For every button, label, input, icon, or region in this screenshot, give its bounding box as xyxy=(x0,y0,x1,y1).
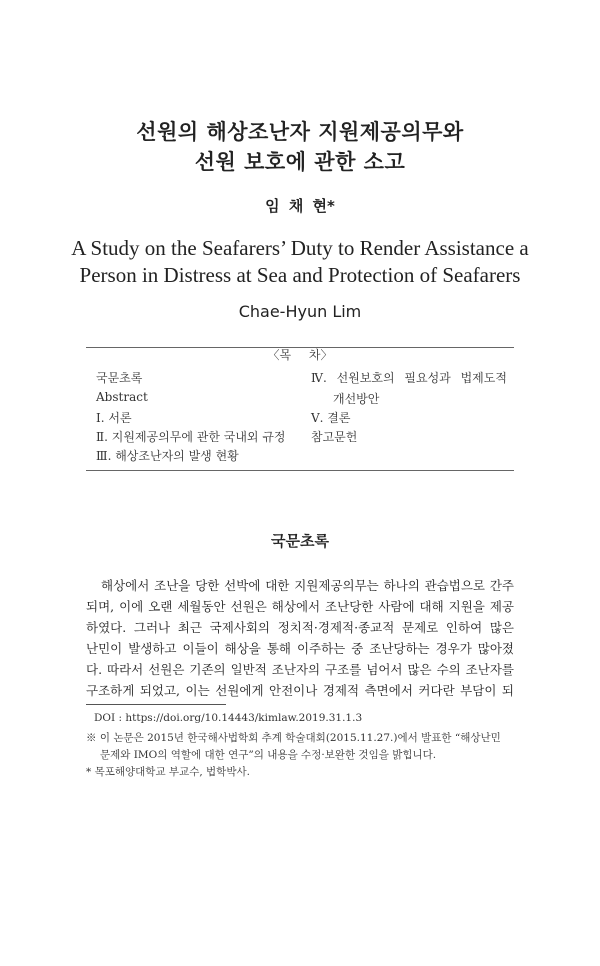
footnote-note2: * 목포해양대학교 부교수, 법학박사. xyxy=(86,766,250,778)
abstract-line: 다. 따라서 선원은 기존의 일반적 조난자의 구조를 넘어서 많은 수의 조난자를 xyxy=(86,662,514,677)
footnote-doi: DOI : https://doi.org/10.14443/kimlaw.2019.31.1.3 xyxy=(94,712,363,724)
title-english-line-2: Person in Distress at Sea and Protection of Seafarers xyxy=(79,263,521,287)
abstract-line: 구조하게 되었고, 이는 선원에게 안전이나 경제적 측면에서 커다란 부담이 되 xyxy=(86,683,514,698)
author-korean: 임 채 현* xyxy=(265,197,335,215)
footnote-divider xyxy=(86,704,226,705)
section-heading-abstract: 국문초록 xyxy=(271,532,329,550)
abstract-line: 난민이 발생하고 이들이 해상을 통해 이주하는 중 조난당하는 경우가 많아졌 xyxy=(86,641,514,656)
author-english: Chae-Hyun Lim xyxy=(238,302,362,321)
abstract-line: 되며, 이에 오랜 세월동안 선원은 해상에서 조난당한 사람에 대해 지원을 제공 xyxy=(86,599,514,614)
title-korean-line-2: 선원 보호에 관한 소고 xyxy=(194,150,406,174)
toc-item: Abstract xyxy=(96,390,148,404)
toc-item: 국문초록 xyxy=(96,371,143,385)
toc-item: Ⅱ. 지원제공의무에 관한 국내외 규정 xyxy=(96,430,286,444)
toc-item: Ⅰ. 서론 xyxy=(96,411,132,425)
toc-title: 〈목 차〉 xyxy=(267,348,333,362)
toc-item: 참고문헌 xyxy=(311,430,358,444)
toc-item: Ⅴ. 결론 xyxy=(311,411,351,425)
toc-item: Ⅲ. 해상조난자의 발생 현황 xyxy=(96,449,239,463)
title-english-line-1: A Study on the Seafarers’ Duty to Render Assistance a xyxy=(71,236,529,260)
toc-item: Ⅳ. 선원보호의 필요성과 법제도적 xyxy=(311,371,507,385)
abstract-line: 해상에서 조난을 당한 선박에 대한 지원제공의무는 하나의 관습법으로 간주 xyxy=(101,578,514,593)
title-korean-line-1: 선원의 해상조난자 지원제공의무와 xyxy=(136,120,464,144)
abstract-line: 하였다. 그러나 최근 국제사회의 정치적·경제적·종교적 문제로 인하여 많은 xyxy=(86,620,514,635)
toc-item: 개선방안 xyxy=(333,392,380,406)
footnote-note1-line1: ※ 이 논문은 2015년 한국해사법학회 추계 학술대회(2015.11.27.)에서 발표한 “해상난민 xyxy=(86,732,501,744)
footnote-note1-line2: 문제와 IMO의 역할에 대한 연구”의 내용을 수정·보완한 것임을 밝힙니다. xyxy=(100,749,437,761)
table-of-contents xyxy=(86,347,514,471)
